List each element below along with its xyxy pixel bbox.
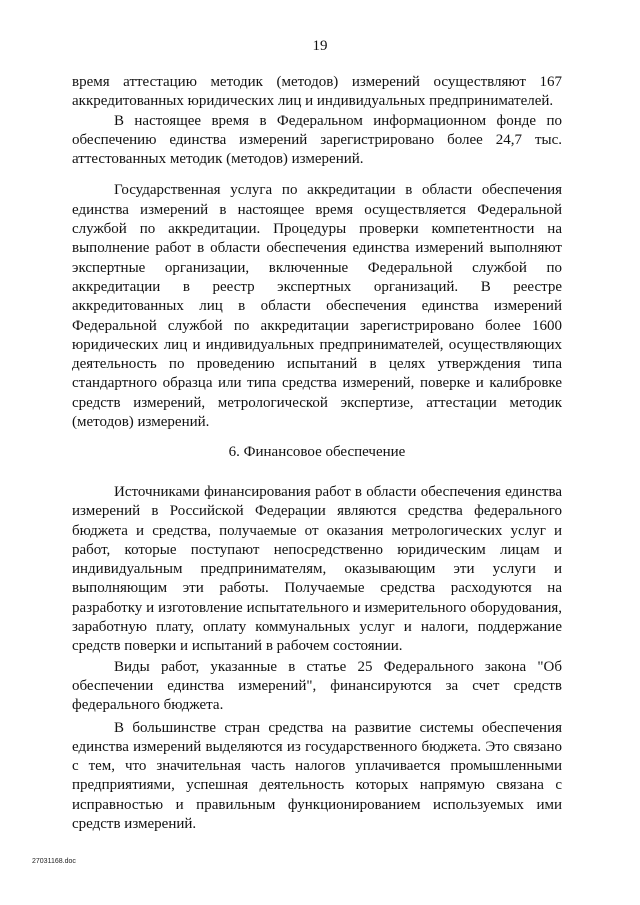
section-heading-wrap xyxy=(72,443,562,462)
paragraph-certified-methods: В настоящее время в Федеральном информационном фонде по обеспечению единства измерений зарегистрировано более 24,7 тыс. аттестованных методик (методов) измерений. xyxy=(72,112,562,168)
section-heading: 6. Финансовое обеспечение xyxy=(228,444,406,460)
paragraph-state-budget: В большинстве стран средства на развитие системы обеспечения единства измерений выделяются из государственного бюджета. Это связано с тем, что значительная часть налогов уплачивается промышленными предприятиями, успешная деятельность которых напрямую связана с исправностью и правильным функционированием используемых ими средств измерений. xyxy=(72,719,562,833)
document-filename-footer: 27031168.doc xyxy=(32,858,76,865)
paragraph-funding-sources: Источниками финансирования работ в области обеспечения единства измерений в Российской Федерации являются средства федерального бюджета и средства, получаемые от оказания метрологических услуг и работ, которые поступают непосредственно юридическим лицам и индивидуальным предпринимателям, оказывающим эти услуги и выполняющим эти работы. Получаемые средства расходуются на разработку и изготовление испытательного и измерительного оборудования, заработную плату, оплату коммунальных услуг и налоги, поддержание средств поверки и испытаний в рабочем состоянии. xyxy=(72,484,562,655)
paragraph-continuation: время аттестацию методик (методов) измерений осуществляют 167 аккредитованных юридических лиц и индивидуальных предпринимателей. xyxy=(72,74,562,110)
paragraph-federal-law: Виды работ, указанные в статье 25 Федерального закона "Об обеспечении единства измерений", финансируются за счет средств федерального бюджета. xyxy=(72,658,562,714)
body-text-financing xyxy=(72,483,562,834)
page-number: 19 xyxy=(312,38,328,54)
body-text-top xyxy=(72,73,562,432)
paragraph-accreditation-service: Государственная услуга по аккредитации в области обеспечения единства измерений в настоящее время осуществляется Федеральной службой по аккредитации. Процедуры проверки компетентности на выполнение работ в области обеспечения единства измерений выполняют экспертные организации, включенные Федеральной службой по аккредитации в реестр экспертных организаций. В реестре аккредитованных лиц в области обеспечения единства измерений Федеральной службой по аккредитации зарегистрировано более 1600 юридических лиц и индивидуальных предпринимателей, осуществляющих деятельность по проведению испытаний в целях утверждения типа стандартного образца или типа средства измерений, поверке и калибровке средств измерений, метрологической экспертизе, аттестации методик (методов) измерений. xyxy=(72,182,562,431)
